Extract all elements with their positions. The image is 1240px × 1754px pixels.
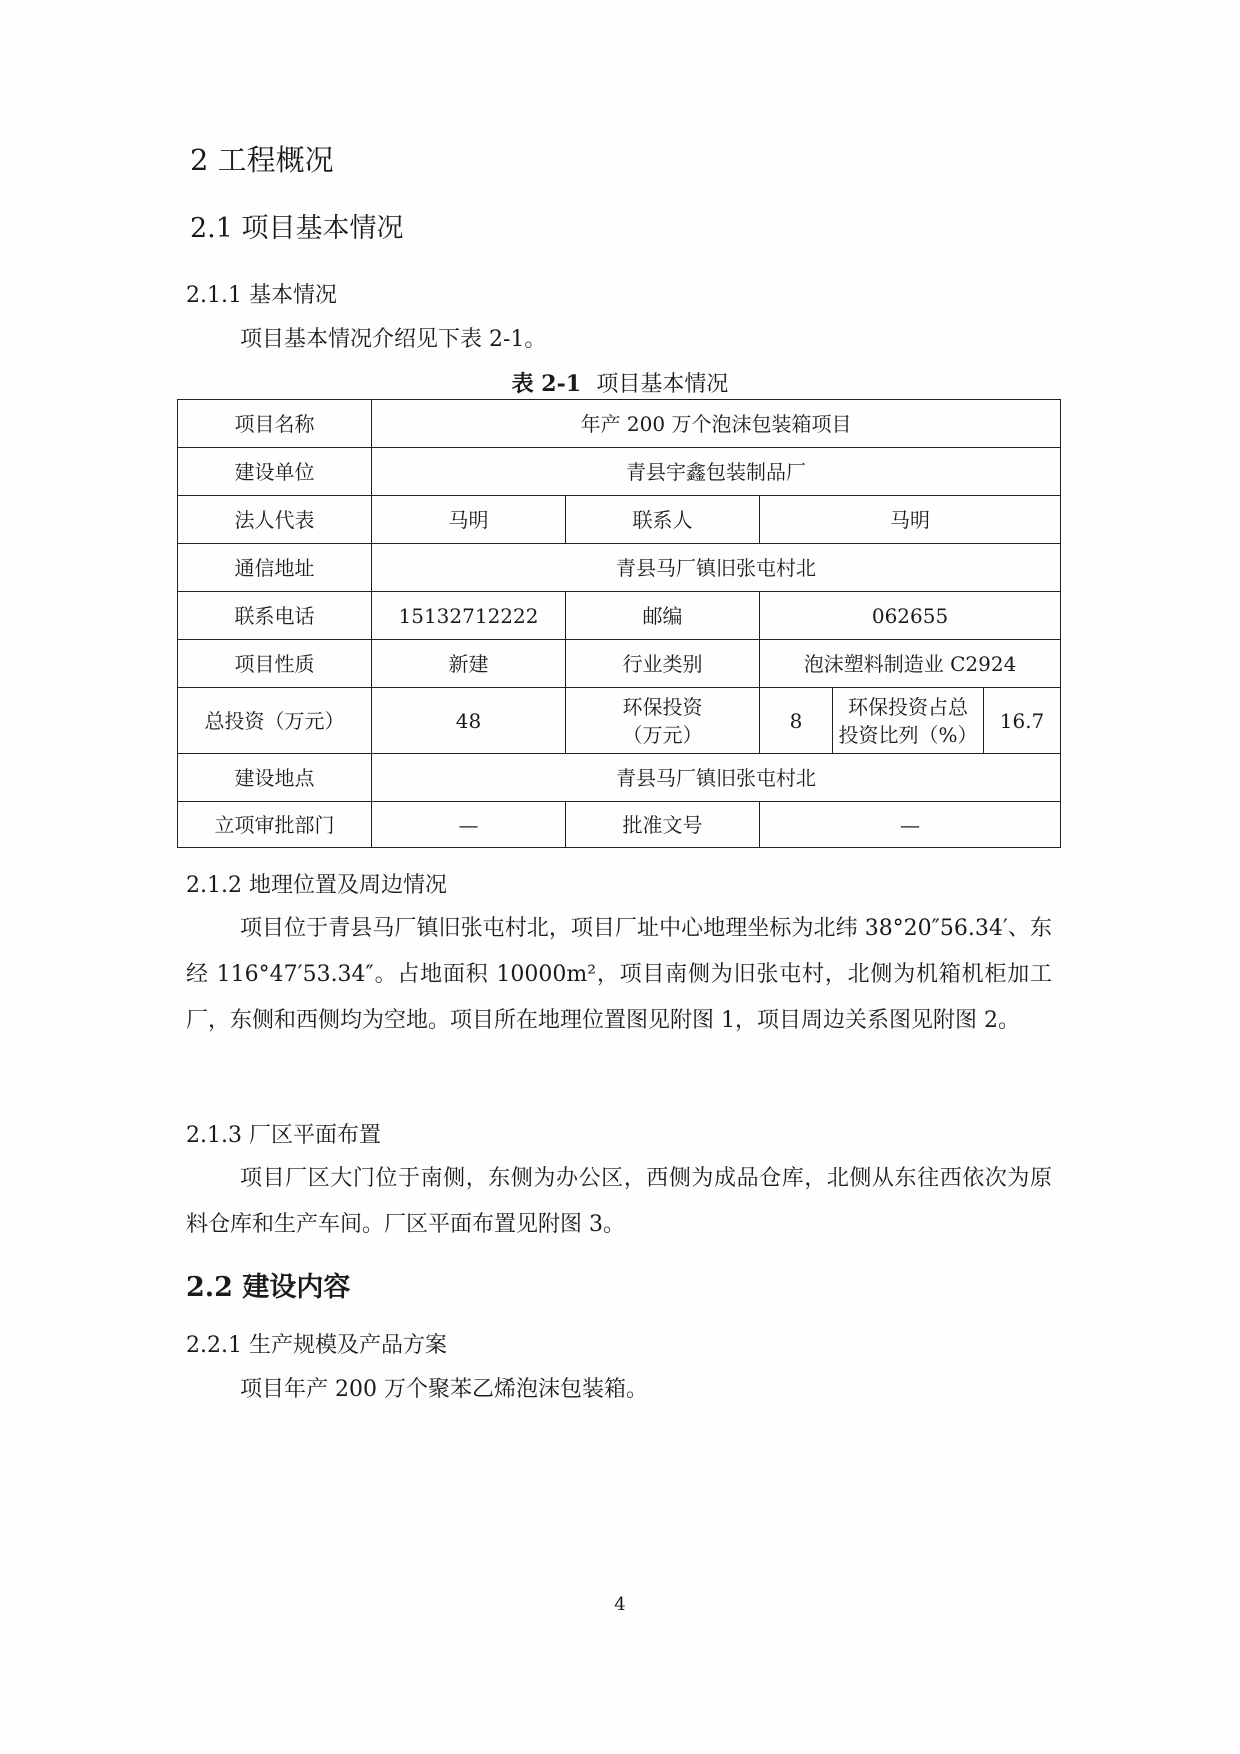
cell-label [833, 688, 984, 754]
cell-label: 立项审批部门 [178, 802, 372, 848]
table-row [178, 448, 1061, 496]
cell-label-line: （万元） [622, 722, 703, 747]
cell-value: 16.7 [984, 688, 1061, 754]
section-2-2-1-title: 2.2.1 生产规模及产品方案 [186, 1333, 447, 1358]
cell-label [566, 688, 760, 754]
cell-value: 062655 [760, 592, 1061, 640]
cell-label: 总投资（万元） [178, 688, 372, 754]
table-row [178, 754, 1061, 802]
cell-label: 联系电话 [178, 592, 372, 640]
section-2-1-2-title: 2.1.2 地理位置及周边情况 [186, 873, 447, 898]
cell-value: 泡沫塑料制造业 C2924 [760, 640, 1061, 688]
cell-label: 行业类别 [566, 640, 760, 688]
table-row [178, 640, 1061, 688]
table-row [178, 400, 1061, 448]
section-2-1-3-paragraph [186, 1156, 1052, 1248]
cell-label: 法人代表 [178, 496, 372, 544]
table-caption-number: 表 2-1 [511, 371, 582, 397]
cell-value: — [760, 802, 1061, 848]
section-2-2-title: 2.2 建设内容 [186, 1272, 351, 1303]
section-2-1-title: 2.1 项目基本情况 [190, 213, 404, 244]
cell-value: 青县马厂镇旧张屯村北 [372, 544, 1061, 592]
cell-value: 15132712222 [372, 592, 566, 640]
cell-label: 项目名称 [178, 400, 372, 448]
table-row [178, 592, 1061, 640]
table-caption [0, 367, 1240, 398]
cell-value: 青县马厂镇旧张屯村北 [372, 754, 1061, 802]
chapter-title: 2 工程概况 [190, 143, 334, 177]
cell-label: 项目性质 [178, 640, 372, 688]
cell-value: 年产 200 万个泡沫包装箱项目 [372, 400, 1061, 448]
project-info-table [177, 399, 1061, 848]
cell-value: 马明 [760, 496, 1061, 544]
table-row [178, 688, 1061, 754]
section-2-1-3-text: 项目厂区大门位于南侧，东侧为办公区，西侧为成品仓库，北侧从东往西依次为原料仓库和生产车间。厂区平面布置见附图 3。 [186, 1166, 1052, 1237]
cell-label: 邮编 [566, 592, 760, 640]
section-2-2-1-text: 项目年产 200 万个聚苯乙烯泡沫包装箱。 [240, 1377, 648, 1402]
cell-value: 马明 [372, 496, 566, 544]
cell-label-line: 环保投资 [622, 694, 703, 719]
section-2-1-1-text: 项目基本情况介绍见下表 2-1。 [240, 327, 547, 352]
cell-value: 8 [760, 688, 833, 754]
table-row [178, 496, 1061, 544]
cell-label-line: 投资比列（%） [838, 722, 978, 747]
cell-label: 建设单位 [178, 448, 372, 496]
table-row [178, 544, 1061, 592]
section-2-1-1-title: 2.1.1 基本情况 [186, 283, 337, 308]
cell-value: 新建 [372, 640, 566, 688]
cell-value: 青县宇鑫包装制品厂 [372, 448, 1061, 496]
cell-value: 48 [372, 688, 566, 754]
page-number: 4 [614, 1594, 626, 1615]
section-2-1-2-text: 项目位于青县马厂镇旧张屯村北，项目厂址中心地理坐标为北纬 38°20″56.34′、东经 116°47′53.34″。占地面积 10000m²，项目南侧为旧张屯村，北侧为机箱机柜加工厂，东侧和西侧均为空地。项目所在地理位置图见附图 1，项目周边关系图见附图 2。 [186, 916, 1052, 1033]
section-2-1-2-paragraph [186, 906, 1052, 1044]
table-row [178, 802, 1061, 848]
cell-label-line: 环保投资占总 [848, 694, 968, 719]
table-caption-title: 项目基本情况 [596, 372, 729, 397]
section-2-1-3-title: 2.1.3 厂区平面布置 [186, 1123, 381, 1148]
cell-label: 批准文号 [566, 802, 760, 848]
cell-label: 建设地点 [178, 754, 372, 802]
cell-value: — [372, 802, 566, 848]
cell-label: 通信地址 [178, 544, 372, 592]
cell-label: 联系人 [566, 496, 760, 544]
